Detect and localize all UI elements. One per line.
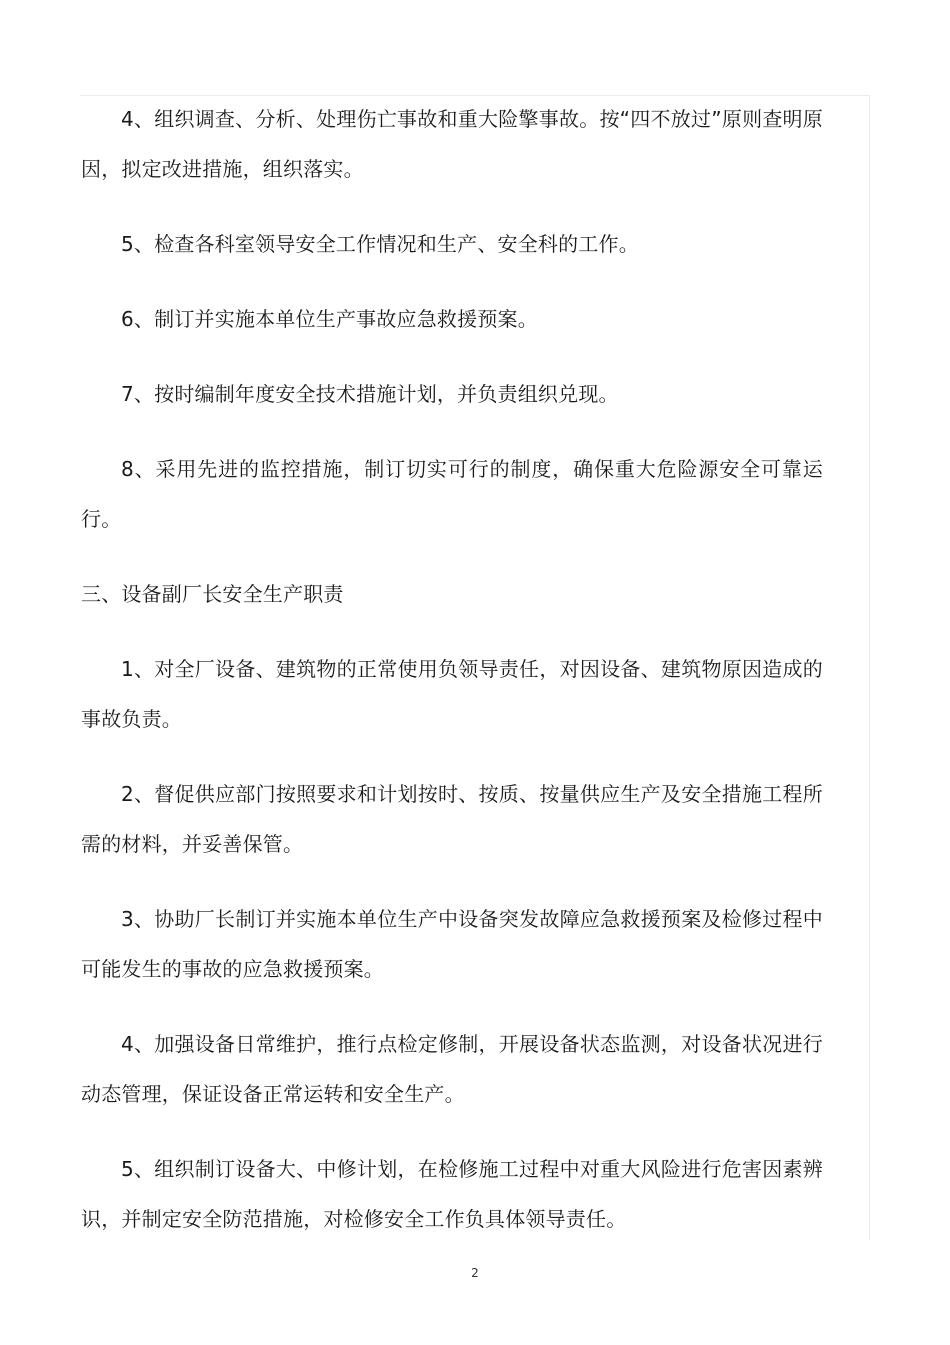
page-number: 2	[471, 1266, 479, 1280]
paragraph-item-5b: 5、组织制订设备大、中修计划，在检修施工过程中对重大风险进行危害因素辨识，并制定安全防范措施，对检修安全工作负具体领导责任。	[81, 1157, 823, 1231]
paragraph-item-8: 8、采用先进的监控措施，制订切实可行的制度，确保重大危险源安全可靠运行。	[81, 457, 823, 531]
paragraph-item-5: 5、检查各科室领导安全工作情况和生产、安全科的工作。	[121, 232, 639, 256]
paragraph-item-4: 4、组织调查、分析、处理伤亡事故和重大险擎事故。按“四不放过”原则查明原因，拟定改进措施，组织落实。	[81, 107, 823, 181]
paragraph-item-1: 1、对全厂设备、建筑物的正常使用负领导责任，对因设备、建筑物原因造成的事故负责。	[81, 657, 823, 731]
paragraph-item-3: 3、协助厂长制订并实施本单位生产中设备突发故障应急救援预案及检修过程中可能发生的事故的应急救援预案。	[81, 907, 823, 981]
paragraph-item-6: 6、制订并实施本单位生产事故应急救援预案。	[121, 307, 538, 331]
paragraph-item-4b: 4、加强设备日常维护，推行点检定修制，开展设备状态监测，对设备状况进行动态管理，保证设备正常运转和安全生产。	[81, 1032, 823, 1106]
section-heading: 三、设备副厂长安全生产职责	[81, 582, 344, 606]
document-body	[81, 94, 823, 1244]
paragraph-item-7: 7、按时编制年度安全技术措施计划，并负责组织兑现。	[121, 382, 619, 406]
page-frame-right-border	[869, 95, 870, 1240]
paragraph-item-2: 2、督促供应部门按照要求和计划按时、按质、按量供应生产及安全措施工程所需的材料，并妥善保管。	[81, 782, 823, 856]
